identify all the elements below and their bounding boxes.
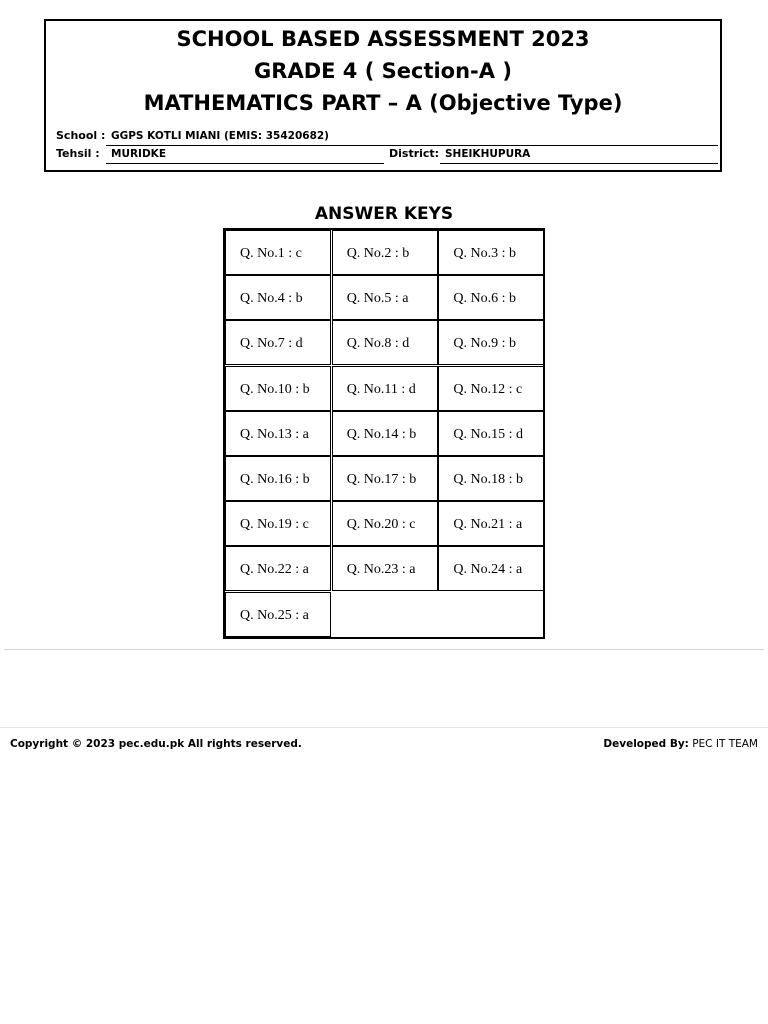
developed-by-label: Developed By: (603, 738, 689, 750)
copyright-text: Copyright © 2023 pec.edu.pk All rights reserved. (10, 738, 302, 750)
answer-key-cell: Q. No.8 : d (332, 320, 438, 365)
answer-key-cell: Q. No.23 : a (332, 546, 438, 591)
answer-key-cell: Q. No.13 : a (225, 411, 331, 456)
grade-title: GRADE 4 ( Section-A ) (254, 59, 512, 83)
answer-keys-table (223, 228, 545, 639)
answer-key-cell: Q. No.24 : a (438, 546, 544, 591)
answer-key-cell: Q. No.2 : b (332, 230, 438, 275)
subject-title: MATHEMATICS PART – A (Objective Type) (143, 91, 623, 115)
assessment-title: SCHOOL BASED ASSESSMENT 2023 (176, 27, 590, 51)
answer-key-cell: Q. No.3 : b (438, 230, 544, 275)
answer-key-cell: Q. No.20 : c (332, 501, 438, 546)
answer-key-cell: Q. No.15 : d (438, 411, 544, 456)
answer-key-cell: Q. No.22 : a (225, 546, 331, 591)
answer-key-cell: Q. No.18 : b (438, 456, 544, 501)
answer-key-cell: Q. No.6 : b (438, 275, 544, 320)
developed-by (603, 738, 758, 750)
developed-by-value: PEC IT TEAM (692, 738, 758, 750)
answer-key-cell: Q. No.11 : d (332, 366, 438, 411)
answer-key-cell: Q. No.4 : b (225, 275, 331, 320)
answer-key-cell: Q. No.10 : b (225, 366, 331, 411)
answer-key-cell: Q. No.21 : a (438, 501, 544, 546)
school-value: GGPS KOTLI MIANI (EMIS: 35420682) (106, 129, 718, 146)
answer-key-cell: Q. No.9 : b (438, 320, 544, 365)
tehsil-label: Tehsil : (56, 147, 100, 160)
answer-key-cell: Q. No.7 : d (225, 320, 331, 365)
school-label: School : (56, 129, 106, 142)
answer-key-cell: Q. No.16 : b (225, 456, 331, 501)
answer-key-cell: Q. No.25 : a (225, 592, 331, 637)
footer-divider (0, 727, 768, 728)
tehsil-value: MURIDKE (106, 147, 384, 164)
header-box (44, 19, 722, 172)
divider (4, 649, 764, 650)
district-label: District: (389, 147, 440, 160)
district-value: SHEIKHUPURA (440, 147, 718, 164)
answer-key-cell: Q. No.12 : c (438, 366, 544, 411)
answer-keys-title: ANSWER KEYS (314, 204, 454, 224)
answer-key-cell: Q. No.14 : b (332, 411, 438, 456)
answer-key-cell: Q. No.19 : c (225, 501, 331, 546)
answer-key-cell: Q. No.5 : a (332, 275, 438, 320)
answer-key-cell: Q. No.17 : b (332, 456, 438, 501)
answer-key-cell: Q. No.1 : c (225, 230, 331, 275)
